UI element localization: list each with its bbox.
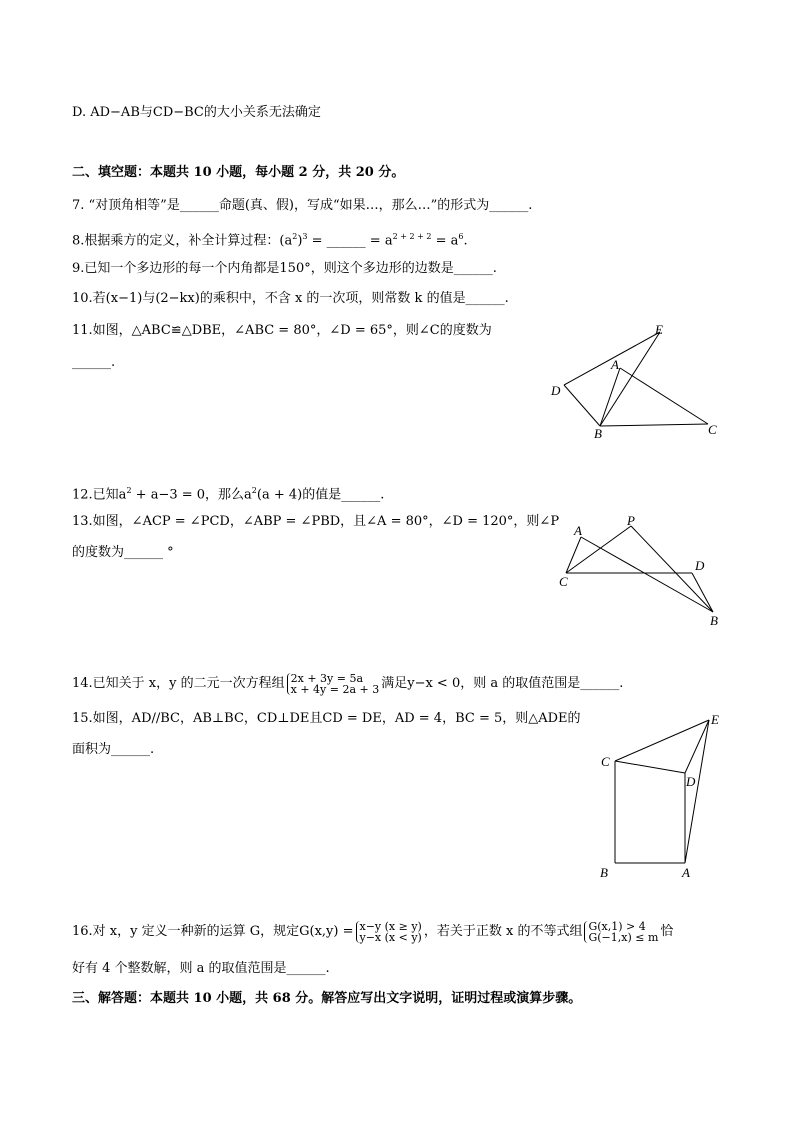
question-7: 7. “对顶角相等”是______命题(真、假)，写成“如果…，那么…”的形式为______. [72, 198, 533, 213]
figure-q13-svg [550, 510, 735, 630]
q11-label-e: E [655, 322, 663, 337]
question-15-line1: 15.如图，AD//BC，AB⊥BC，CD⊥DE且CD = DE，AD = 4，BC = 5，则△ADE的 [72, 711, 581, 726]
q8-sup-2: 3 [302, 232, 308, 241]
q13-label-c: C [559, 574, 568, 589]
q8-sup-4: 6 [458, 232, 464, 241]
q8-sup-3: 2 + 2 + 2 [392, 232, 432, 241]
q11-edge-eb [600, 332, 660, 426]
q15-label-e: E [711, 712, 719, 727]
q16-text-a: 16.对 x，y 定义一种新的运算 G，规定G(x,y) = [72, 924, 354, 939]
section3-header: 三、解答题：本题共 10 小题，共 68 分。解答应写出文字说明，证明过程或演算步骤。 [72, 991, 582, 1006]
q15-edge-ae [685, 720, 709, 863]
question-8 [72, 228, 468, 250]
q15-label-b: B [600, 865, 608, 880]
q16-case2: y−x (x < y) [359, 930, 422, 944]
q11-edge-ac [620, 368, 708, 424]
q12-text-a: 12.已知a [72, 487, 127, 503]
q14-equation-system [287, 673, 380, 695]
figure-q11 [540, 320, 730, 449]
q13-label-b: B [710, 613, 718, 628]
q15-label-a: A [682, 865, 690, 880]
question-12 [72, 482, 384, 504]
q14-eq2: x + 4y = 2a + 3 [290, 682, 380, 696]
section2-header: 二、填空题：本题共 10 小题，每小题 2 分，共 20 分。 [72, 165, 405, 180]
figure-q15 [595, 708, 730, 887]
q16-case1: x−y (x ≥ y) [359, 919, 422, 933]
question-15-line2: 面积为______. [72, 742, 155, 757]
q8-text-a: 8.根据乘方的定义，补全计算过程：(a [72, 233, 293, 249]
q8-text-c: = ______ = a [307, 233, 393, 249]
q16-ineq1: G(x,1) > 4 [588, 919, 646, 933]
q15-label-c: C [601, 754, 610, 769]
q16-inequality-system [584, 921, 658, 943]
q13-label-p: P [627, 513, 635, 528]
q12-sup-1: 2 [126, 486, 132, 495]
q12-text-c: (a + 4)的值是______. [256, 487, 385, 503]
q14-text-b: 满足y−x < 0，则 a 的取值范围是______. [381, 676, 624, 691]
question-11-line1: 11.如图，△ABC≌△DBE，∠ABC = 80°，∠D = 65°，则∠C的度数为 [72, 323, 492, 338]
q15-label-d: D [686, 774, 696, 789]
q11-edge-db [564, 385, 600, 426]
q15-edge-cd [615, 761, 685, 773]
q8-text-b: ) [297, 233, 303, 249]
figure-q13 [550, 510, 735, 634]
question-11-line2: ______. [72, 355, 116, 370]
q12-sup-2: 2 [251, 486, 257, 495]
q14-text-a: 14.已知关于 x，y 的二元一次方程组 [72, 676, 285, 691]
question-16-line1 [72, 920, 673, 944]
q11-edge-bc [600, 424, 708, 426]
q16-text-b: ，若关于正数 x 的不等式组 [423, 924, 583, 939]
q8-text-e: . [463, 233, 468, 249]
option-d: D. AD−AB与CD−BC的大小关系无法确定 [72, 105, 321, 120]
question-13-line1: 13.如图，∠ACP = ∠PCD，∠ABP = ∠PBD，且∠A = 80°，∠D = 120°，则∠P [72, 514, 560, 529]
question-16-line2: 好有 4 个整数解，则 a 的取值范围是______. [72, 961, 330, 976]
q13-label-a: A [574, 523, 582, 538]
q11-edge-ab [600, 368, 620, 426]
q13-label-d: D [695, 558, 705, 573]
q15-edge-de [685, 720, 709, 773]
figure-q11-svg [540, 320, 730, 445]
q16-text-c: 恰 [660, 924, 674, 939]
question-10: 10.若(x−1)与(2−kx)的乘积中，不含 x 的一次项，则常数 k 的值是______. [72, 291, 509, 306]
figure-q15-svg [595, 708, 730, 883]
q14-eq1: 2x + 3y = 5a [290, 671, 364, 685]
q11-label-d: D [551, 383, 561, 398]
q15-edge-ce [615, 720, 709, 761]
q8-sup-1: 2 [292, 232, 298, 241]
q11-label-c: C [708, 422, 717, 437]
q16-operation-cases [356, 921, 422, 943]
question-9: 9.已知一个多边形的每一个内角都是150°，则这个多边形的边数是______. [72, 261, 497, 276]
q16-ineq2: G(−1,x) ≤ m [588, 930, 659, 944]
q11-label-b: B [594, 426, 602, 441]
question-14 [72, 672, 623, 696]
q8-text-d: = a [431, 233, 459, 249]
q11-label-a: A [611, 357, 619, 372]
question-13-line2: 的度数为______ ° [72, 545, 174, 560]
q12-text-b: + a−3 = 0，那么a [131, 487, 252, 503]
